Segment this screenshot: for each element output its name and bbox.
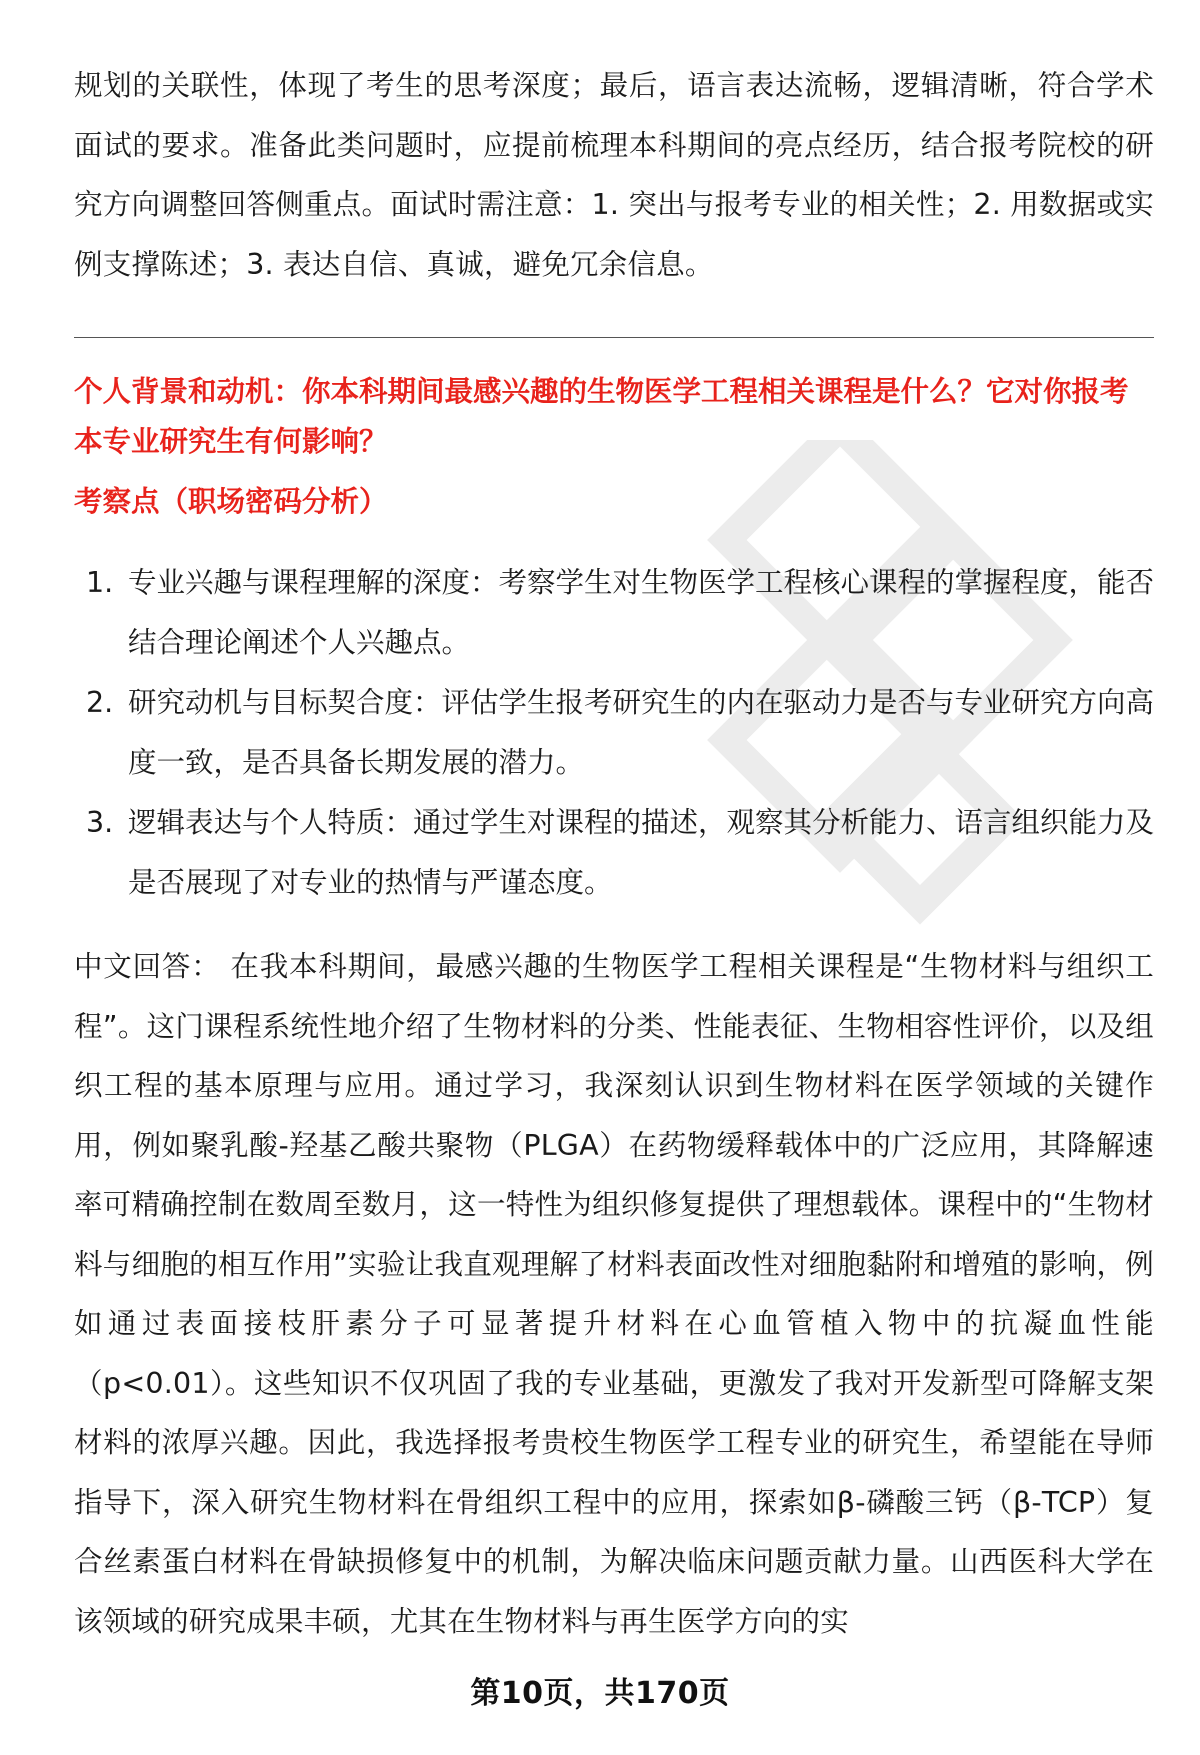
intro-section: [74, 56, 1154, 294]
assessment-subheading: 考察点（职场密码分析）: [74, 485, 388, 518]
list-item-number: 3.: [86, 806, 114, 839]
list-item-text: 逻辑表达与个人特质：通过学生对课程的描述，观察其分析能力、语言组织能力及是否展现了对专业的热情与严谨态度。: [128, 806, 1155, 899]
list-item-text: 专业兴趣与课程理解的深度：考察学生对生物医学工程核心课程的掌握程度，能否结合理论阐述个人兴趣点。: [128, 566, 1155, 659]
list-item-text: 研究动机与目标契合度：评估学生报考研究生的内在驱动力是否与专业研究方向高度一致，是否具备长期发展的潜力。: [128, 686, 1155, 779]
answer-paragraph: 中文回答： 在我本科期间，最感兴趣的生物医学工程相关课程是“生物材料与组织工程”。这门课程系统性地介绍了生物材料的分类、性能表征、生物相容性评价，以及组织工程的基本原理与应用。通过学习，我深刻认识到生物材料在医学领域的关键作用，例如聚乳酸-羟基乙酸共聚物（PLGA）在药物缓释载体中的广泛应用，其降解速率可精确控制在数周至数月，这一特性为组织修复提供了理想载体。课程中的“生物材料与细胞的相互作用”实验让我直观理解了材料表面改性对细胞黏附和增殖的影响，例如通过表面接枝肝素分子可显著提升材料在心血管植入物中的抗凝血性能（p<0.01）。这些知识不仅巩固了我的专业基础，更激发了我对开发新型可降解支架材料的浓厚兴趣。因此，我选择报考贵校生物医学工程专业的研究生，希望能在导师指导下，深入研究生物材料在骨组织工程中的应用，探索如β-磷酸三钙（β-TCP）复合丝素蛋白材料在骨缺损修复中的机制，为解决临床问题贡献力量。山西医科大学在该领域的研究成果丰硕，尤其在生物材料与再生医学方向的实: [74, 950, 1154, 1638]
answer-section: [74, 937, 1154, 1651]
assessment-points-list: [74, 553, 1154, 913]
list-item-number: 1.: [86, 566, 114, 599]
list-item: [74, 793, 1154, 912]
question-heading: 个人背景和动机：你本科期间最感兴趣的生物医学工程相关课程是什么？它对你报考本专业研究生有何影响？: [74, 375, 1129, 458]
section-divider: [74, 337, 1154, 338]
page-number-footer: 第10页，共170页: [470, 1676, 730, 1711]
list-item: [74, 673, 1154, 792]
intro-paragraph: 规划的关联性，体现了考生的思考深度；最后，语言表达流畅，逻辑清晰，符合学术面试的要求。准备此类问题时，应提前梳理本科期间的亮点经历，结合报考院校的研究方向调整回答侧重点。面试时需注意：1. 突出与报考专业的相关性；2. 用数据或实例支撑陈述；3. 表达自信、真诚，避免冗余信息。: [74, 69, 1154, 281]
list-item-number: 2.: [86, 686, 114, 719]
list-item: [74, 553, 1154, 672]
